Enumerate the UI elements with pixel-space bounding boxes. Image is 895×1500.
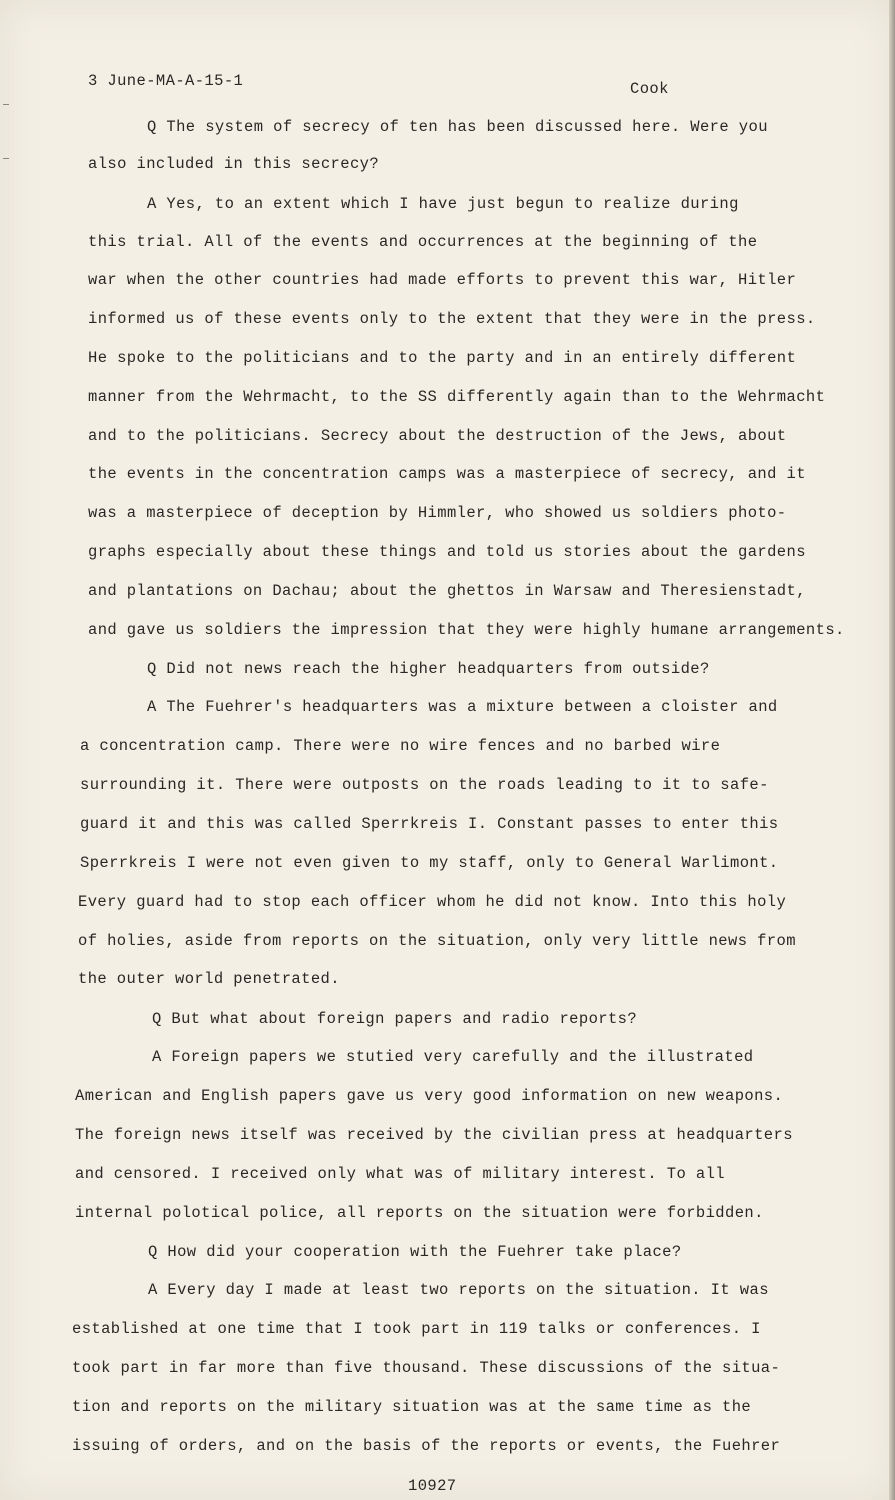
transcript-line: Every guard had to stop each officer whom he did not know. Into this holy (78, 893, 787, 911)
transcript-line: A Yes, to an extent which I have just begun to realize during (147, 195, 739, 213)
transcript-line: guard it and this was called Sperrkreis I. Constant passes to enter this (80, 815, 779, 833)
transcript-line: Sperrkreis I were not even given to my staff, only to General Warlimont. (80, 854, 779, 872)
transcript-line: He spoke to the politicians and to the party and in an entirely different (88, 349, 797, 367)
transcript-line: manner from the Wehrmacht, to the SS differently again than to the Wehrmacht (88, 388, 826, 406)
transcript-line: also included in this secrecy? (88, 155, 380, 173)
margin-mark (3, 158, 9, 159)
margin-mark (3, 104, 9, 105)
transcript-line: Q How did your cooperation with the Fuehrer take place? (148, 1243, 682, 1261)
transcript-line: and censored. I received only what was of military interest. To all (75, 1165, 726, 1183)
transcript-line: the events in the concentration camps was a masterpiece of secrecy, and it (88, 465, 806, 483)
transcript-line: informed us of these events only to the extent that they were in the press. (88, 310, 816, 328)
speaker-name: Cook (630, 80, 669, 98)
transcript-line: tion and reports on the military situation was at the same time as the (72, 1398, 752, 1416)
transcript-line: war when the other countries had made efforts to prevent this war, Hitler (88, 271, 797, 289)
transcript-line: A Foreign papers we stutied very carefully and the illustrated (152, 1048, 754, 1066)
transcript-line: the outer world penetrated. (78, 970, 340, 988)
transcript-line: issuing of orders, and on the basis of the reports or events, the Fuehrer (72, 1437, 781, 1455)
transcript-line: and to the politicians. Secrecy about the destruction of the Jews, about (88, 427, 787, 445)
transcript-line: and plantations on Dachau; about the ghettos in Warsaw and Theresienstadt, (88, 582, 806, 600)
page-edge (889, 0, 895, 1500)
document-reference: 3 June-MA-A-15-1 (88, 72, 244, 90)
page-number: 10927 (408, 1477, 457, 1495)
transcript-line: surrounding it. There were outposts on the roads leading to it to safe- (80, 776, 769, 794)
transcript-line: A Every day I made at least two reports on the situation. It was (148, 1281, 769, 1299)
transcript-line: Q But what about foreign papers and radio reports? (152, 1010, 638, 1028)
transcript-line: The foreign news itself was received by the civilian press at headquarters (75, 1126, 793, 1144)
transcript-line: and gave us soldiers the impression that they were highly humane arrangements. (88, 621, 845, 639)
transcript-line: a concentration camp. There were no wire fences and no barbed wire (80, 737, 721, 755)
transcript-line: Q The system of secrecy of ten has been discussed here. Were you (147, 118, 768, 136)
transcript-line: Q Did not news reach the higher headquarters from outside? (147, 660, 710, 678)
transcript-line: established at one time that I took part in 119 talks or conferences. I (72, 1320, 761, 1338)
transcript-line: of holies, aside from reports on the situation, only very little news from (78, 932, 796, 950)
transcript-line: American and English papers gave us very good information on new weapons. (75, 1087, 784, 1105)
transcript-line: this trial. All of the events and occurrences at the beginning of the (88, 233, 758, 251)
transcript-line: graphs especially about these things and told us stories about the gardens (88, 543, 806, 561)
transcript-line: was a masterpiece of deception by Himmler, who showed us soldiers photo- (88, 504, 787, 522)
transcript-line: internal polotical police, all reports on the situation were forbidden. (75, 1204, 764, 1222)
transcript-line: A The Fuehrer's headquarters was a mixture between a cloister and (147, 698, 778, 716)
transcript-line: took part in far more than five thousand. These discussions of the situa- (72, 1359, 781, 1377)
